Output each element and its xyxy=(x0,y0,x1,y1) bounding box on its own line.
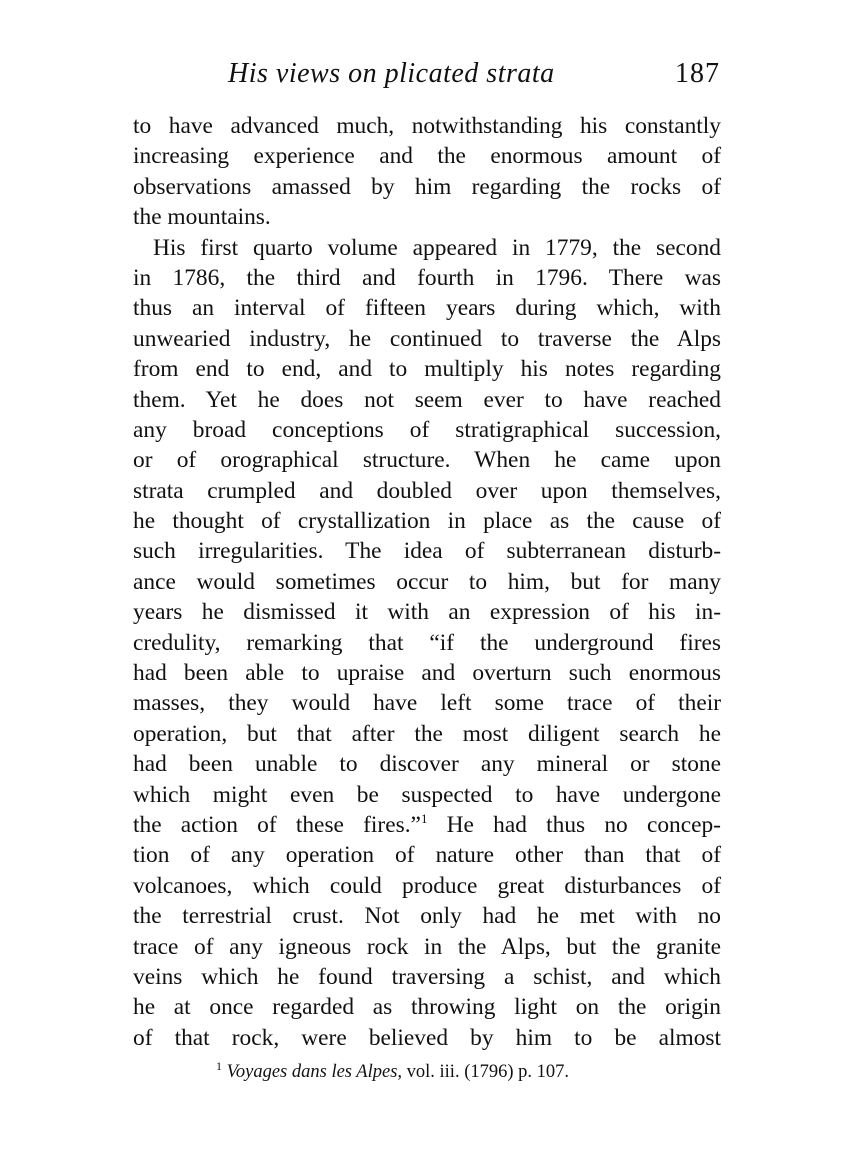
footnote-reference[interactable]: 1 xyxy=(420,810,428,826)
text-line-10: them. Yet he does not seem ever to have reached xyxy=(133,386,721,413)
text-line-1: to have advanced much, notwithstanding his constantly xyxy=(133,113,721,139)
text-line-18: credulity, remarking that “if the underground fires xyxy=(133,629,721,656)
text-line-11: any broad conceptions of stratigraphical succession, xyxy=(133,416,721,443)
text-line-2: increasing experience and the enormous amount of xyxy=(133,143,721,170)
text-line-21: operation, but that after the most diligent search he xyxy=(133,720,721,747)
text-line-27: the terrestrial crust. Not only had he met with no xyxy=(133,903,721,930)
text-line-7: thus an interval of fifteen years during which, with xyxy=(133,295,721,322)
text-line-20: masses, they would have left some trace of their xyxy=(133,690,721,717)
text-line-17: years he dismissed it with an expression of his in- xyxy=(133,599,721,626)
text-line-8: unwearied industry, he continued to traverse the Alps xyxy=(133,325,721,352)
text-line-24-tail: He had thus no concep- xyxy=(446,811,721,838)
text-line-9: from end to end, and to multiply his notes regarding xyxy=(133,356,721,383)
footnote-citation: vol. iii. (1796) p. 107. xyxy=(406,1062,570,1082)
text-line-16: ance would sometimes occur to him, but for many xyxy=(133,568,721,595)
text-line-26: volcanoes, which could produce great disturbances of xyxy=(133,872,721,899)
text-line-4: the mountains. xyxy=(133,204,271,231)
text-line-22: had been unable to discover any mineral or stone xyxy=(133,751,721,778)
text-line-28: trace of any igneous rock in the Alps, but the granite xyxy=(133,933,721,960)
body-text xyxy=(133,111,721,1053)
text-line-12: or of orographical structure. When he came upon xyxy=(133,447,721,474)
text-line-3: observations amassed by him regarding the rocks of xyxy=(133,173,721,200)
text-line-15: such irregularities. The idea of subterranean disturb- xyxy=(133,538,721,565)
running-title: His views on plicated strata xyxy=(228,58,555,89)
footnote-work-title: Voyages dans les Alpes, xyxy=(226,1062,403,1082)
text-line-6: in 1786, the third and fourth in 1796. There was xyxy=(133,264,721,291)
text-line-23: which might even be suspected to have undergone xyxy=(133,781,721,808)
text-line-13: strata crumpled and doubled over upon themselves, xyxy=(133,477,721,504)
footnote xyxy=(216,1059,570,1083)
text-line-29: veins which he found traversing a schist, and which xyxy=(133,963,721,990)
text-line-24-head: the action of these fires.” xyxy=(133,811,421,838)
page-number: 187 xyxy=(675,58,720,89)
text-line-31: of that rock, were believed by him to be almost xyxy=(133,1024,721,1051)
text-line-14: he thought of crystallization in place as the cause of xyxy=(133,508,721,535)
footnote-marker: 1 xyxy=(216,1059,222,1073)
text-line-19: had been able to upraise and overturn such enormous xyxy=(133,660,721,687)
text-line-24 xyxy=(133,810,721,840)
running-head xyxy=(228,58,720,94)
text-line-25: tion of any operation of nature other than that of xyxy=(133,842,721,869)
text-line-30: he at once regarded as throwing light on the origin xyxy=(133,994,721,1021)
text-line-5: His first quarto volume appeared in 1779, the second xyxy=(153,234,721,261)
